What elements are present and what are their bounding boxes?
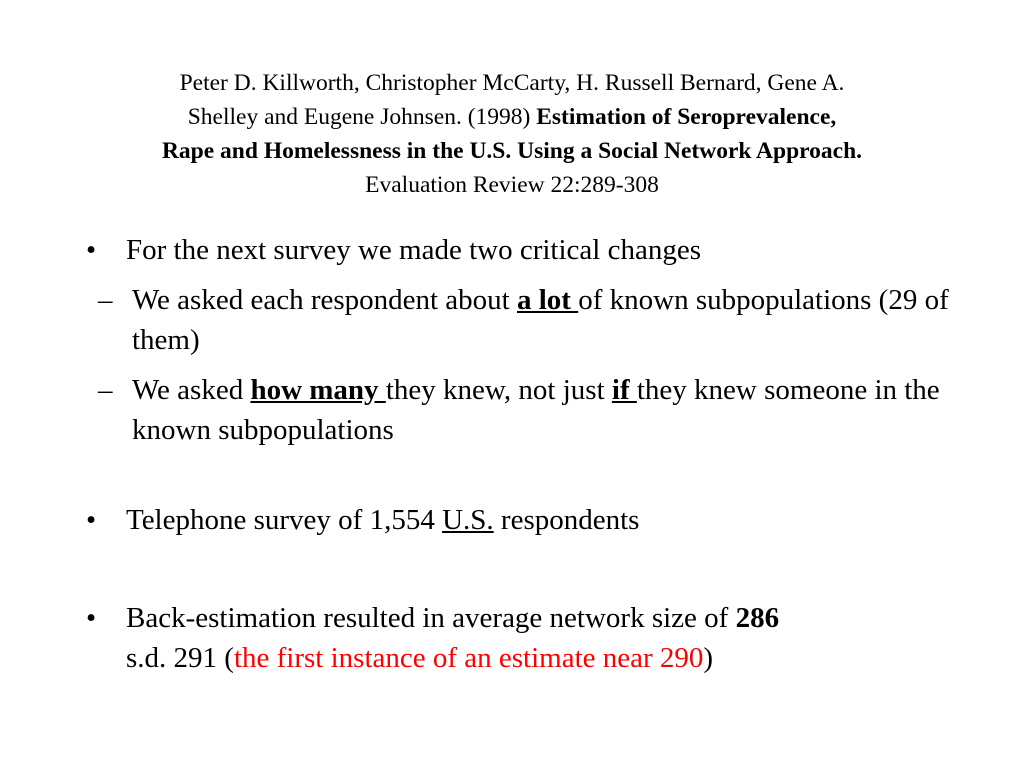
sub-bullet-text-pre: We asked [132,374,251,406]
sub-bullet-text-pre: We asked each respondent about [132,284,517,316]
closing-paren: ) [703,642,714,674]
sub-bullet-how-many [86,370,966,450]
bullet-marker: • [86,234,97,266]
bullet-text: For the next survey we made two critical changes [126,234,701,266]
citation-article-title-part1: Estimation of Seroprevalence, [536,104,837,130]
sub-bullet-text-post: of known subpopulations (29 of them) [132,284,949,356]
citation-title [60,66,964,202]
bullet-text-post: respondents [493,504,640,536]
bullet-marker: • [86,602,97,634]
bullet-back-estimation [86,598,966,678]
emphasis-if: if [611,374,637,406]
bullet-telephone-survey [86,500,966,540]
network-size-value: 286 [735,602,780,634]
sub-bullet-text-mid: they knew, not just [385,374,612,406]
citation-line-3 [60,134,964,168]
highlight-note: the first instance of an estimate near 290 [233,642,704,674]
us-link[interactable]: U.S. [442,504,494,536]
bullet-marker: • [86,504,97,536]
sub-bullet-a-lot [86,280,966,360]
dash-marker: – [98,374,113,406]
standard-deviation-text: s.d. 291 ( [126,642,234,674]
emphasis-a-lot: a lot [517,284,579,316]
citation-authors-line: Peter D. Killworth, Christopher McCarty, H. Russell Bernard, Gene A. [179,70,845,96]
emphasis-how-many: how many [250,374,386,406]
bullet-list [86,230,966,678]
bullet-survey-changes [86,230,966,270]
citation-authors-year: Shelley and Eugene Johnsen. (1998) [187,104,537,130]
citation-line-2 [60,100,964,134]
sub-bullet-text-post: they knew someone in the known subpopulations [132,374,940,446]
bullet-text-pre: Back-estimation resulted in average network size of [126,602,736,634]
bullet-text-pre: Telephone survey of 1,554 [126,504,443,536]
dash-marker: – [98,284,113,316]
citation-article-title-part2: Rape and Homelessness in the U.S. Using a Social Network Approach. [161,138,863,164]
citation-journal: Evaluation Review 22:289-308 [365,172,659,198]
